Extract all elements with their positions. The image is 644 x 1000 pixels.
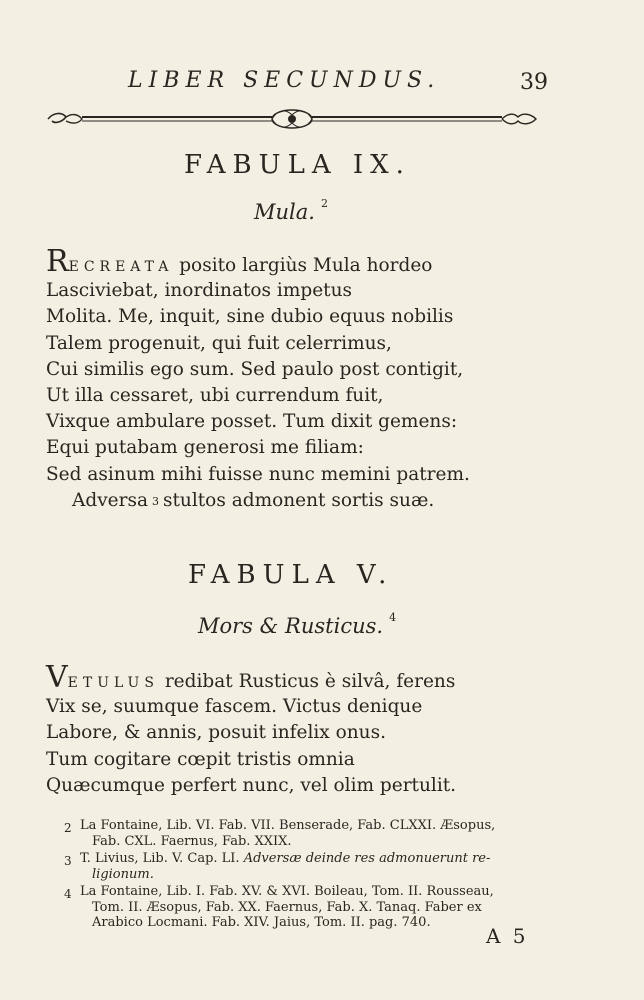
footnote-number: 2 xyxy=(64,821,72,835)
verse-line: Equi putabam generosi me filiam: xyxy=(46,437,364,459)
verse-block xyxy=(46,244,470,514)
footnote-number: 4 xyxy=(64,887,72,901)
verse-line-text: redibat Rusticus è silvâ, ferens xyxy=(164,671,456,692)
verse-line: Vix se, suumque fascem. Victus denique xyxy=(46,696,423,718)
verse-line xyxy=(46,660,456,695)
verse-block xyxy=(46,660,457,799)
footnote-text: Fab. CXL. Faernus, Fab. XXIX. xyxy=(92,833,292,849)
subtitle-part: Rusticus. xyxy=(285,614,384,638)
footnote-number: 3 xyxy=(64,854,72,868)
footnote-quote: Adversæ deinde res admonuerunt re- xyxy=(243,851,491,866)
ornamental-rule xyxy=(46,104,538,134)
verse-line: Labore, & annis, posuit infelix onus. xyxy=(46,722,386,744)
verse-line: Tum cogitare cœpit tristis omnia xyxy=(46,748,355,770)
subtitle-part: Mors xyxy=(198,614,253,638)
first-word-smallcaps: ETULUS xyxy=(67,675,159,691)
moral-start: Adversa xyxy=(72,489,148,511)
footnote-text: La Fontaine, Lib. I. Fab. XV. & XVI. Boileau, Tom. II. Rousseau, xyxy=(80,884,494,899)
verse-line: Quæcumque perfert nunc, vel olim pertulit. xyxy=(46,774,457,796)
subtitle-ampersand: & xyxy=(259,614,279,638)
fable-title: FABULA V. xyxy=(188,560,394,590)
page-number: 39 xyxy=(520,70,548,95)
verse-line: Talem progenuit, qui fuit celerrimus, xyxy=(46,332,392,354)
footnote-text: T. Livius, Lib. V. Cap. LI. xyxy=(80,851,240,866)
drop-capital: R xyxy=(46,244,69,279)
fable-subtitle xyxy=(254,197,328,224)
footnote-text: La Fontaine, Lib. VI. Fab. VII. Benserade, Fab. CLXXI. Æsopus, xyxy=(80,818,496,833)
footnotes xyxy=(64,818,564,931)
verse-line: Cui similis ego sum. Sed paulo post contigit, xyxy=(46,358,464,380)
verse-line: Lasciviebat, inordinatos impetus xyxy=(46,280,353,302)
verse-line: Molita. Me, inquit, sine dubio equus nobilis xyxy=(46,306,454,328)
signature-mark: A 5 xyxy=(486,924,529,948)
verse-line: Ut illa cessaret, ubi currendum fuit, xyxy=(46,384,384,406)
moral-end: stultos admonent sortis suæ. xyxy=(162,489,435,511)
fable-title: FABULA IX. xyxy=(184,150,411,180)
moral-line xyxy=(46,488,470,514)
footnote-text: Arabico Locmani. Fab. XIV. Jaius, Tom. II. pag. 740. xyxy=(92,915,431,930)
footnote xyxy=(64,851,564,882)
verse-line-text: posito largiùs Mula hordeo xyxy=(179,255,433,276)
verse-line: Sed asinum mihi fuisse nunc memini patrem. xyxy=(46,463,470,485)
running-title: LIBER SECUNDUS. xyxy=(128,68,441,93)
footnote xyxy=(64,818,564,849)
footnote-ref: 4 xyxy=(389,611,397,624)
verse-line xyxy=(46,244,470,279)
footnote-text: Tom. II. Æsopus, Fab. XX. Faernus, Fab. X. Tanaq. Faber ex xyxy=(92,899,482,915)
fable-subtitle-text: Mula. xyxy=(254,200,315,224)
fable-subtitle xyxy=(198,611,397,638)
footnote-ref: 2 xyxy=(320,197,328,210)
drop-capital: V xyxy=(46,660,68,695)
footnote-ref: 3 xyxy=(151,494,159,508)
footnote-quote: ligionum. xyxy=(92,866,154,882)
verse-line: Vixque ambulare posset. Tum dixit gemens: xyxy=(46,411,458,433)
first-word-smallcaps: ECREATA xyxy=(68,259,174,275)
